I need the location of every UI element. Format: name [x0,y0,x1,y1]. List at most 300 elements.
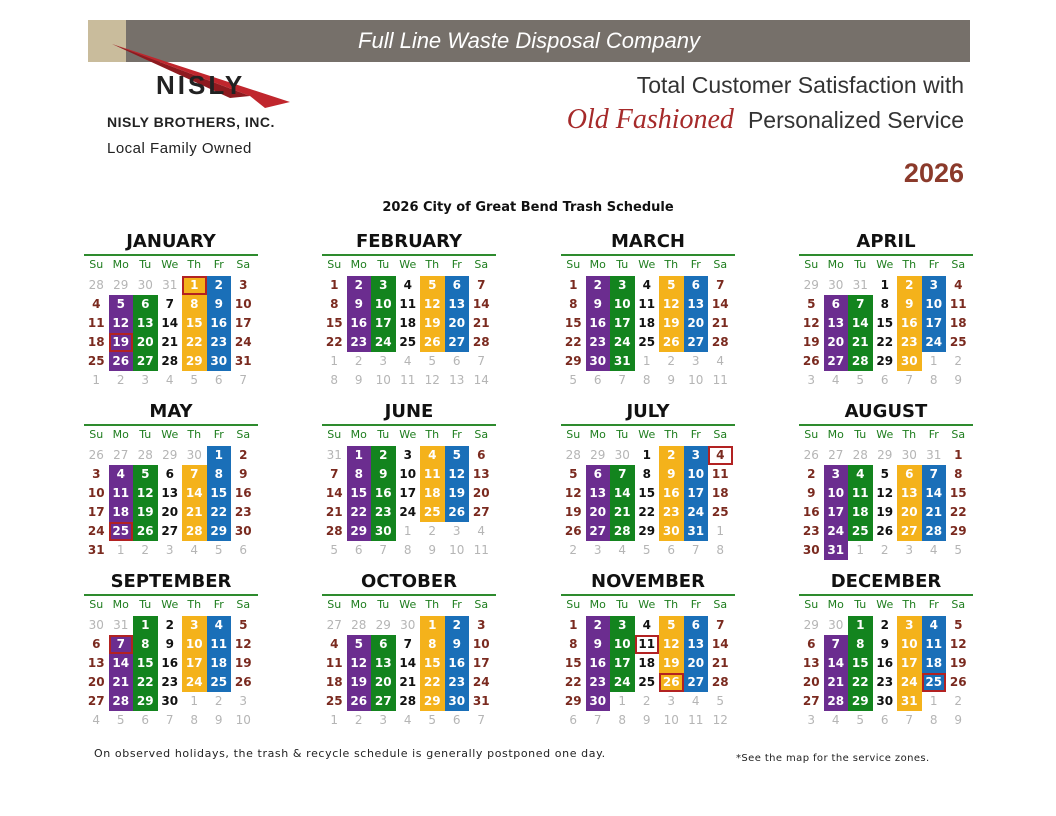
prev-month-day: 30 [901,448,917,462]
day-cell: 10 [897,635,922,654]
month-name: OCTOBER [361,571,457,592]
day-cell: 19 [234,656,252,670]
day-cell: 29 [564,694,582,708]
day-cell: 11 [848,484,873,503]
day-cell: 17 [87,505,105,519]
day-cell: 8 [347,465,372,484]
next-month-day: 5 [856,713,865,727]
day-cell: 13 [824,314,849,333]
next-month-day: 1 [330,713,339,727]
day-cell: 30 [161,694,179,708]
day-cell: 23 [207,333,232,352]
day-cell: 17 [472,656,490,670]
day-cell: 7 [848,295,873,314]
next-month-day: 1 [116,543,125,557]
weekday-header: Th [425,428,440,441]
weekday-header: Su [89,428,104,441]
next-month-day: 6 [667,543,676,557]
day-cell: 3 [371,276,396,295]
day-cell: 3 [610,616,635,635]
weekday-header: Fr [928,428,939,441]
day-cell: 3 [610,276,635,295]
next-month-day: 5 [954,543,963,557]
slogan-line-1: Total Customer Satisfaction with [636,72,964,98]
day-cell: 16 [161,656,179,670]
day-cell: 21 [711,316,729,330]
day-cell: 16 [371,484,396,503]
weekday-header: Tu [854,598,867,611]
weekday-header: We [638,598,656,611]
month-divider [84,424,258,426]
next-month-day: 7 [618,373,627,387]
day-cell: 18 [109,503,134,522]
month-days-grid [561,427,735,560]
next-month-day: 4 [403,354,412,368]
day-cell: 4 [109,465,134,484]
prev-month-day: 31 [162,278,178,292]
day-cell: 26 [347,692,372,711]
day-cell: 8 [420,635,445,654]
day-cell: 12 [420,295,445,314]
day-cell: 13 [445,295,470,314]
next-month-day: 8 [642,373,651,387]
day-cell: 20 [684,654,709,673]
prev-month-day: 29 [877,448,893,462]
weekday-header: Mo [827,428,844,441]
next-month-day: 4 [190,543,199,557]
day-cell: 16 [876,656,894,670]
day-cell: 5 [659,276,684,295]
next-month-day: 2 [642,694,651,708]
prev-month-day: 28 [852,448,868,462]
prev-month-day: 26 [803,448,819,462]
prev-month-day: 31 [852,278,868,292]
slogan-service: Personalized Service [747,107,964,133]
weekday-header: Fr [690,428,701,441]
day-cell: 1 [642,448,651,462]
weekday-header: Fr [928,258,939,271]
month-divider [799,424,973,426]
day-cell: 1 [569,278,578,292]
day-cell: 7 [716,278,725,292]
day-cell: 19 [347,673,372,692]
holiday-day-cell: 25 [922,673,947,692]
day-cell: 24 [684,503,709,522]
month-days-grid [84,257,258,390]
day-cell: 11 [949,297,967,311]
day-cell: 15 [347,484,372,503]
month-name: MAY [149,401,193,422]
day-cell: 6 [807,637,816,651]
day-cell: 28 [922,522,947,541]
month-days-grid [322,597,496,730]
next-month-day: 2 [354,713,363,727]
prev-month-day: 28 [351,618,367,632]
day-cell: 2 [586,276,611,295]
day-cell: 21 [472,316,490,330]
weekday-header: Tu [616,598,629,611]
day-cell: 7 [403,637,412,651]
day-cell: 3 [897,616,922,635]
day-cell: 21 [848,333,873,352]
weekday-header: Tu [139,428,152,441]
month-name: NOVEMBER [591,571,705,592]
weekday-header: Mo [827,258,844,271]
day-cell: 6 [824,295,849,314]
day-cell: 17 [182,654,207,673]
next-month-day: 2 [667,354,676,368]
next-month-day: 5 [116,713,125,727]
day-cell: 23 [371,503,396,522]
holiday-day-cell: 11 [635,635,660,654]
next-month-day: 6 [141,713,150,727]
day-cell: 30 [659,522,684,541]
day-cell: 5 [954,618,963,632]
next-month-day: 10 [449,543,465,557]
next-month-day: 9 [354,373,363,387]
day-cell: 20 [472,486,490,500]
day-cell: 3 [477,618,486,632]
day-cell: 1 [848,616,873,635]
next-month-day: 6 [354,543,363,557]
prev-month-day: 27 [113,448,129,462]
weekday-header: Tu [377,428,390,441]
next-month-day: 3 [379,354,388,368]
day-cell: 1 [207,446,232,465]
prev-month-day: 30 [828,278,844,292]
next-month-day: 6 [569,713,578,727]
day-cell: 19 [133,503,158,522]
day-cell: 1 [347,446,372,465]
day-cell: 17 [824,503,849,522]
next-month-day: 10 [688,373,704,387]
day-cell: 15 [638,486,656,500]
day-cell: 28 [472,335,490,349]
day-cell: 12 [234,637,252,651]
day-cell: 15 [848,654,873,673]
day-cell: 22 [876,335,894,349]
day-cell: 16 [445,654,470,673]
next-month-day: 2 [954,694,963,708]
day-cell: 9 [586,635,611,654]
day-cell: 31 [610,352,635,371]
next-month-day: 7 [165,713,174,727]
next-month-day: 4 [831,373,840,387]
day-cell: 14 [472,297,490,311]
holiday-day-cell: 1 [182,276,207,295]
day-cell: 14 [399,656,417,670]
day-cell: 5 [880,467,889,481]
prev-month-day: 31 [113,618,129,632]
next-month-day: 6 [593,373,602,387]
prev-month-day: 28 [137,448,153,462]
day-cell: 27 [586,522,611,541]
next-month-day: 2 [880,543,889,557]
weekday-header: Su [804,428,819,441]
next-month-day: 9 [954,713,963,727]
banner-title: Full Line Waste Disposal Company [358,28,700,53]
next-month-day: 1 [190,694,199,708]
day-cell: 15 [949,486,967,500]
logo-word: NISLY [156,70,246,100]
day-cell: 30 [586,692,611,711]
day-cell: 15 [182,314,207,333]
month-days-grid [84,427,258,560]
next-month-day: 3 [667,694,676,708]
weekday-header: Sa [236,598,251,611]
day-cell: 27 [684,333,709,352]
next-month-day: 11 [688,713,704,727]
day-cell: 2 [371,446,396,465]
month-name: JANUARY [126,231,216,252]
day-cell: 12 [659,295,684,314]
day-cell: 20 [133,333,158,352]
next-month-day: 9 [667,373,676,387]
day-cell: 10 [922,295,947,314]
month-name: MARCH [611,231,685,252]
day-cell: 2 [807,467,816,481]
day-cell: 4 [954,278,963,292]
day-cell: 9 [207,295,232,314]
next-month-day: 6 [880,373,889,387]
day-cell: 30 [371,522,396,541]
day-cell: 24 [610,333,635,352]
day-cell: 22 [133,673,158,692]
day-cell: 20 [161,505,179,519]
weekday-header: Sa [236,428,251,441]
weekday-header: Su [89,598,104,611]
month-name: JUNE [384,401,434,422]
day-cell: 4 [403,278,412,292]
day-cell: 6 [684,616,709,635]
day-cell: 22 [325,335,343,349]
day-cell: 9 [880,637,889,651]
day-cell: 20 [87,675,105,689]
day-cell: 11 [711,467,729,481]
day-cell: 28 [161,354,179,368]
day-cell: 26 [659,333,684,352]
day-cell: 4 [92,297,101,311]
next-month-day: 8 [929,713,938,727]
day-cell: 30 [897,352,922,371]
day-cell: 4 [642,618,651,632]
weekday-header: Mo [112,428,129,441]
next-month-day: 5 [428,354,437,368]
day-cell: 25 [420,503,445,522]
prev-month-day: 30 [88,618,104,632]
next-month-day: 5 [190,373,199,387]
day-cell: 6 [133,295,158,314]
weekday-header: Mo [112,258,129,271]
day-cell: 9 [371,465,396,484]
day-cell: 19 [564,505,582,519]
day-cell: 5 [133,465,158,484]
weekday-header: Th [902,598,917,611]
next-month-day: 6 [452,713,461,727]
day-cell: 15 [207,484,232,503]
weekday-header: We [876,258,894,271]
day-cell: 26 [949,675,967,689]
day-cell: 10 [684,465,709,484]
prev-month-day: 30 [828,618,844,632]
day-cell: 15 [564,316,582,330]
next-month-day: 4 [165,373,174,387]
day-cell: 3 [922,276,947,295]
day-cell: 10 [472,637,490,651]
day-cell: 5 [109,295,134,314]
day-cell: 13 [802,656,820,670]
weekday-header: Th [425,258,440,271]
day-cell: 14 [824,654,849,673]
day-cell: 24 [87,524,105,538]
day-cell: 20 [371,673,396,692]
day-cell: 29 [207,522,232,541]
weekday-header: Th [902,428,917,441]
day-cell: 19 [876,505,894,519]
month-april [799,230,973,390]
weekday-header: We [638,258,656,271]
day-cell: 17 [897,654,922,673]
day-cell: 7 [716,618,725,632]
day-cell: 23 [659,503,684,522]
month-august [799,400,973,560]
day-cell: 16 [207,314,232,333]
day-cell: 17 [922,314,947,333]
weekday-header: Sa [474,258,489,271]
holiday-day-cell: 26 [659,673,684,692]
weekday-header: Sa [713,258,728,271]
next-month-day: 1 [618,694,627,708]
holiday-day-cell: 19 [109,333,134,352]
day-cell: 31 [897,692,922,711]
day-cell: 16 [802,505,820,519]
day-cell: 23 [802,524,820,538]
next-month-day: 7 [905,373,914,387]
day-cell: 27 [897,522,922,541]
prev-month-day: 29 [590,448,606,462]
weekday-header: Su [327,258,342,271]
next-month-day: 8 [330,373,339,387]
day-cell: 18 [711,486,729,500]
day-cell: 10 [87,486,105,500]
day-cell: 29 [848,692,873,711]
day-cell: 23 [347,333,372,352]
next-month-day: 3 [239,694,248,708]
next-month-day: 5 [214,543,223,557]
weekday-header: Fr [928,598,939,611]
next-month-day: 8 [716,543,725,557]
next-month-day: 10 [375,373,391,387]
next-month-day: 6 [214,373,223,387]
weekday-header: Fr [690,258,701,271]
day-cell: 7 [477,278,486,292]
day-cell: 12 [659,635,684,654]
next-month-day: 9 [954,373,963,387]
day-cell: 22 [949,505,967,519]
day-cell: 21 [161,335,179,349]
day-cell: 30 [876,694,894,708]
day-cell: 27 [802,694,820,708]
day-cell: 18 [325,675,343,689]
day-cell: 4 [642,278,651,292]
next-month-day: 3 [691,354,700,368]
weekday-header: Th [664,428,679,441]
day-cell: 19 [445,484,470,503]
weekday-header: Th [664,598,679,611]
day-cell: 28 [848,352,873,371]
next-month-day: 10 [235,713,251,727]
day-cell: 9 [586,295,611,314]
day-cell: 11 [109,484,134,503]
weekday-header: Mo [589,598,606,611]
day-cell: 24 [234,335,252,349]
day-cell: 29 [564,354,582,368]
month-name: SEPTEMBER [110,571,232,592]
prev-month-day: 30 [614,448,630,462]
day-cell: 19 [659,314,684,333]
day-cell: 7 [165,297,174,311]
day-cell: 15 [564,656,582,670]
next-month-day: 2 [428,524,437,538]
schedule-title: 2026 City of Great Bend Trash Schedule [382,200,674,215]
slogan-script: Old Fashioned [566,104,734,135]
day-cell: 4 [420,446,445,465]
next-month-day: 4 [831,713,840,727]
prev-month-day: 27 [326,618,342,632]
next-month-day: 8 [618,713,627,727]
day-cell: 12 [109,314,134,333]
day-cell: 29 [133,692,158,711]
calendar-year: 2026 [903,158,964,188]
prev-month-day: 30 [400,618,416,632]
month-name: APRIL [856,231,916,252]
weekday-header: Mo [350,258,367,271]
day-cell: 9 [347,295,372,314]
day-cell: 20 [586,503,611,522]
day-cell: 30 [207,352,232,371]
day-cell: 16 [347,314,372,333]
day-cell: 2 [207,276,232,295]
day-cell: 22 [347,503,372,522]
next-month-day: 3 [379,713,388,727]
day-cell: 14 [711,297,729,311]
day-cell: 29 [876,354,894,368]
weekday-header: Su [327,428,342,441]
day-cell: 7 [824,635,849,654]
weekday-header: Sa [713,428,728,441]
day-cell: 10 [399,467,417,481]
next-month-day: 7 [691,543,700,557]
weekday-header: We [161,598,179,611]
day-cell: 28 [711,675,729,689]
day-cell: 9 [445,635,470,654]
day-cell: 9 [239,467,248,481]
next-month-day: 11 [712,373,728,387]
next-month-day: 1 [929,694,938,708]
day-cell: 25 [711,505,729,519]
next-month-day: 12 [712,713,728,727]
weekday-header: Tu [139,598,152,611]
next-month-day: 1 [92,373,101,387]
day-cell: 15 [133,654,158,673]
next-month-day: 2 [116,373,125,387]
day-cell: 11 [922,635,947,654]
prev-month-day: 30 [186,448,202,462]
day-cell: 23 [876,675,894,689]
day-cell: 22 [848,673,873,692]
prev-month-day: 28 [88,278,104,292]
day-cell: 1 [133,616,158,635]
